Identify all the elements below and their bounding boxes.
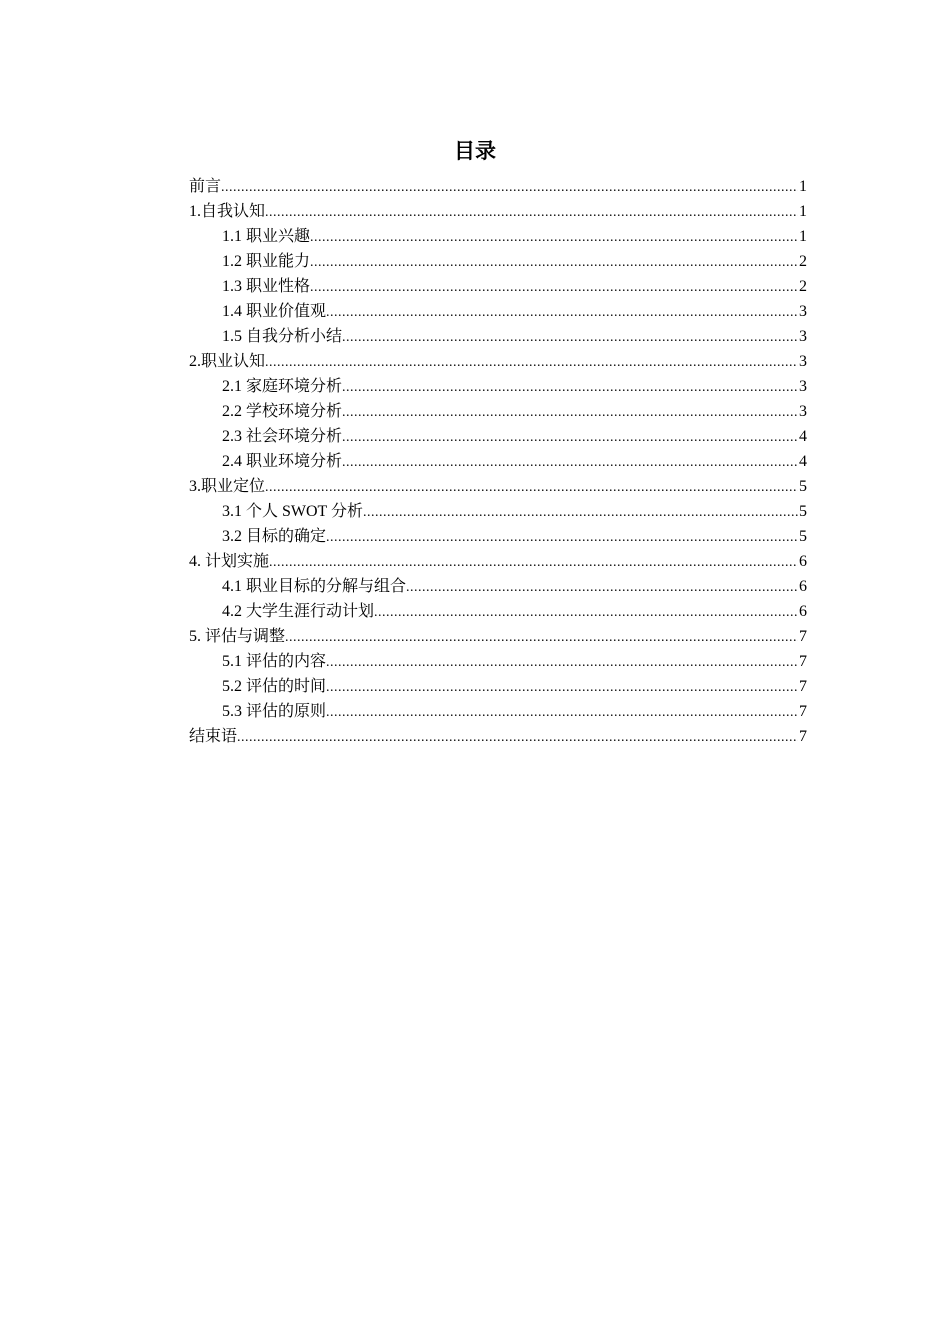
toc-entry-label: 4.1 职业目标的分解与组合: [222, 578, 407, 595]
toc-leader-dots: [265, 350, 798, 374]
toc-leader-dots: [374, 600, 798, 624]
toc-entry-label: 1.1 职业兴趣: [222, 228, 311, 245]
toc-leader-dots: [265, 475, 798, 499]
toc-entry-page-number: 1: [799, 203, 807, 220]
toc-entry-page-number: 3: [799, 353, 807, 370]
toc-entry[interactable]: [189, 524, 807, 549]
toc-entry[interactable]: [189, 424, 807, 449]
table-of-contents: [189, 174, 807, 749]
toc-entry-page-number: 5: [799, 503, 807, 520]
toc-entry[interactable]: [189, 249, 807, 274]
toc-leader-dots: [342, 375, 798, 399]
toc-entry[interactable]: [189, 349, 807, 374]
toc-leader-dots: [269, 550, 798, 574]
toc-leader-dots: [310, 225, 798, 249]
toc-entry[interactable]: [189, 274, 807, 299]
toc-entry-page-number: 3: [799, 303, 807, 320]
toc-leader-dots: [326, 700, 798, 724]
toc-entry[interactable]: [189, 299, 807, 324]
toc-leader-dots: [326, 675, 798, 699]
toc-entry-label: 2.4 职业环境分析: [222, 453, 343, 470]
toc-entry-label: 1.自我认知: [189, 203, 266, 220]
toc-leader-dots: [342, 425, 798, 449]
toc-leader-dots: [237, 725, 798, 749]
toc-entry-page-number: 7: [799, 628, 807, 645]
toc-entry[interactable]: [189, 699, 807, 724]
toc-entry[interactable]: [189, 324, 807, 349]
toc-leader-dots: [406, 575, 798, 599]
toc-leader-dots: [326, 525, 798, 549]
toc-entry[interactable]: [189, 199, 807, 224]
toc-entry[interactable]: [189, 574, 807, 599]
toc-entry[interactable]: [189, 674, 807, 699]
toc-entry-label: 5.2 评估的时间: [222, 678, 327, 695]
toc-entry[interactable]: [189, 224, 807, 249]
toc-leader-dots: [342, 325, 798, 349]
toc-entry-label: 1.2 职业能力: [222, 253, 311, 270]
toc-entry-page-number: 5: [799, 528, 807, 545]
toc-entry-page-number: 6: [799, 578, 807, 595]
toc-leader-dots: [221, 175, 798, 199]
toc-leader-dots: [326, 300, 798, 324]
toc-entry-label: 1.4 职业价值观: [222, 303, 327, 320]
toc-entry-label: 1.5 自我分析小结: [222, 328, 343, 345]
toc-title: 目录: [454, 139, 496, 163]
toc-entry-page-number: 5: [799, 478, 807, 495]
toc-entry-label: 3.职业定位: [189, 478, 266, 495]
toc-entry-page-number: 6: [799, 553, 807, 570]
toc-entry-page-number: 3: [799, 403, 807, 420]
toc-entry-page-number: 2: [799, 278, 807, 295]
toc-entry-page-number: 2: [799, 253, 807, 270]
toc-entry[interactable]: [189, 449, 807, 474]
toc-entry-page-number: 1: [799, 228, 807, 245]
toc-entry-label: 5.1 评估的内容: [222, 653, 327, 670]
toc-entry[interactable]: [189, 624, 807, 649]
toc-entry-page-number: 7: [799, 678, 807, 695]
toc-entry-page-number: 3: [799, 378, 807, 395]
toc-leader-dots: [265, 200, 798, 224]
toc-entry-label: 2.职业认知: [189, 353, 266, 370]
toc-entry-label: 4. 计划实施: [189, 553, 270, 570]
toc-entry[interactable]: [189, 374, 807, 399]
toc-entry-label: 3.1 个人 SWOT 分析: [222, 503, 364, 520]
toc-leader-dots: [342, 400, 798, 424]
toc-entry[interactable]: [189, 549, 807, 574]
toc-entry-label: 前言: [189, 178, 222, 195]
toc-entry-label: 结束语: [189, 728, 238, 745]
toc-leader-dots: [310, 275, 798, 299]
toc-entry[interactable]: [189, 599, 807, 624]
toc-entry-label: 3.2 目标的确定: [222, 528, 327, 545]
toc-entry-label: 5.3 评估的原则: [222, 703, 327, 720]
toc-entry-label: 2.1 家庭环境分析: [222, 378, 343, 395]
toc-entry-page-number: 3: [799, 328, 807, 345]
toc-entry-label: 1.3 职业性格: [222, 278, 311, 295]
toc-leader-dots: [285, 625, 798, 649]
toc-entry-page-number: 7: [799, 703, 807, 720]
toc-entry-label: 5. 评估与调整: [189, 628, 286, 645]
toc-leader-dots: [326, 650, 798, 674]
toc-entry-page-number: 7: [799, 728, 807, 745]
toc-entry-page-number: 4: [799, 453, 807, 470]
toc-entry[interactable]: [189, 474, 807, 499]
toc-entry-page-number: 4: [799, 428, 807, 445]
toc-entry-page-number: 7: [799, 653, 807, 670]
toc-entry-label: 2.2 学校环境分析: [222, 403, 343, 420]
toc-entry[interactable]: [189, 724, 807, 749]
toc-entry-page-number: 6: [799, 603, 807, 620]
toc-leader-dots: [310, 250, 798, 274]
toc-entry[interactable]: [189, 174, 807, 199]
toc-entry[interactable]: [189, 649, 807, 674]
toc-leader-dots: [363, 500, 798, 524]
toc-entry[interactable]: [189, 499, 807, 524]
toc-entry-label: 2.3 社会环境分析: [222, 428, 343, 445]
toc-leader-dots: [342, 450, 798, 474]
toc-entry-label: 4.2 大学生涯行动计划: [222, 603, 375, 620]
toc-entry[interactable]: [189, 399, 807, 424]
toc-entry-page-number: 1: [799, 178, 807, 195]
